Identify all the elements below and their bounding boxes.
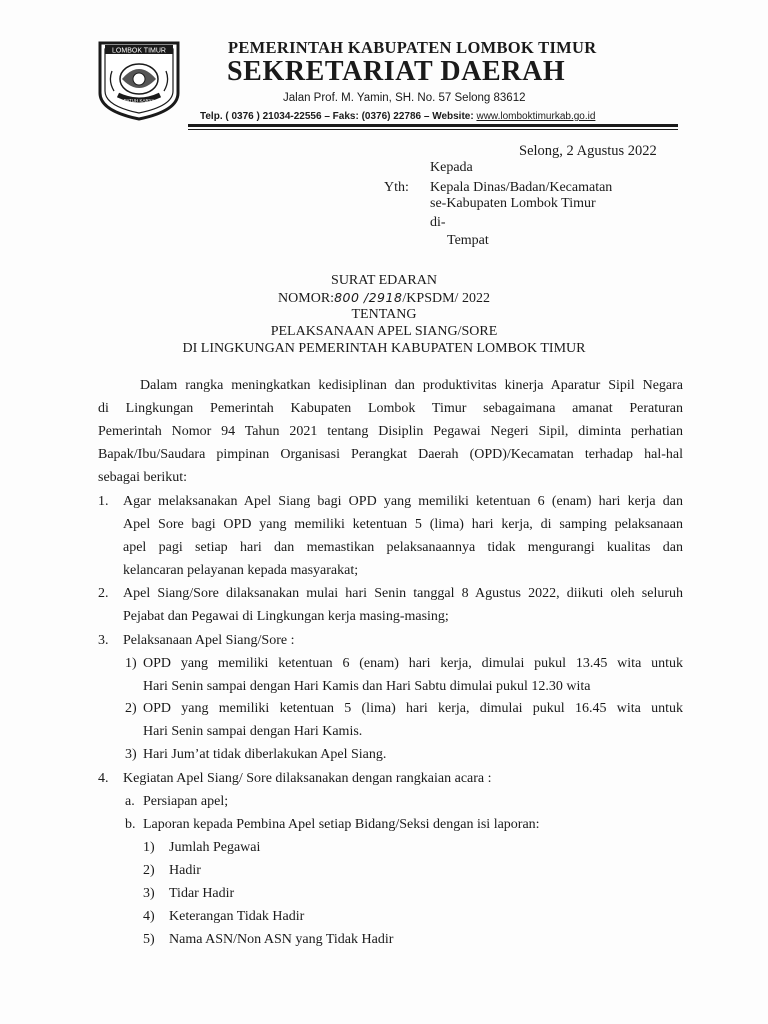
item-number: 1. [98,494,109,509]
item1-line: apel pagi setiap hari dan memastikan pelaksanaannya tidak mengurangi kualitas dan [123,540,683,555]
number-suffix: /KPSDM/ 2022 [402,291,490,306]
emblem-motto: PATUH KARYA [123,98,155,103]
report-number: 2) [143,863,155,878]
letter-subject-line1: PELAKSANAAN APEL SIANG/SORE [270,324,498,339]
item3-sub1-line1: OPD yang memiliki ketentuan 6 (enam) hari kerja, dimulai pukul 13.45 wita untuk [143,656,683,671]
intro-line: sebagai berikut: [98,470,188,485]
item4-b-text: Laporan kepada Pembina Apel setiap Bidang/Seksi dengan isi laporan: [143,817,540,832]
report-item: Keterangan Tidak Hadir [169,909,305,924]
item3-sub1-line2: Hari Senin sampai dengan Hari Kamis dan Hari Sabtu dimulai pukul 12.30 wita [143,679,591,694]
report-item: Nama ASN/Non ASN yang Tidak Hadir [169,932,394,947]
recipient-line2: se-Kabupaten Lombok Timur [430,196,596,211]
intro-line: Pemerintah Nomor 94 Tahun 2021 tentang Disiplin Pegawai Negeri Sipil, diminta perhatian [98,424,683,439]
office-address: Jalan Prof. M. Yamin, SH. No. 57 Selong 83612 [283,92,526,104]
recipient-tempat: Tempat [447,233,489,248]
recipient-kepada: Kepada [430,160,473,175]
sub-number: 1) [125,656,137,671]
letter-about: TENTANG [351,307,417,322]
sub-number: 3) [125,747,137,762]
intro-line: di Lingkungan Pemerintah Kabupaten Lombok Timur sebagaimana amanat Peraturan [98,401,683,416]
item3-sub3-line1: Hari Jum’at tidak diberlakukan Apel Siang. [143,747,387,762]
item2-line: Pejabat dan Pegawai di Lingkungan kerja masing-masing; [123,609,449,624]
letter-subject-line2: DI LINGKUNGAN PEMERINTAH KABUPATEN LOMBOK TIMUR [182,341,586,356]
recipient-di: di- [430,215,446,230]
office-name: SEKRETARIAT DAERAH [227,56,566,87]
item3-sub2-line2: Hari Senin sampai dengan Hari Kamis. [143,724,363,739]
office-contact [200,111,595,122]
number-prefix: NOMOR: [278,291,335,306]
letter-type: SURAT EDARAN [331,273,437,288]
item1-line: kelancaran pelayanan kepada masyarakat; [123,563,359,578]
recipient-line1: Kepala Dinas/Badan/Kecamatan [430,180,613,195]
report-item: Hadir [169,863,201,878]
website-link[interactable]: www.lomboktimurkab.go.id [476,111,596,122]
number-handwritten: 800 /2918 [334,290,403,305]
item1-line: Apel Sore bagi OPD yang memiliki ketentuan 5 (lima) hari kerja, di samping pelaksanaan [123,517,683,532]
item-number: 3. [98,633,109,648]
sub-letter: b. [125,817,136,832]
contact-phone-fax: Telp. ( 0376 ) 21034-22556 – Faks: (0376) 22786 – Website: [200,111,477,122]
report-item: Tidar Hadir [169,886,235,901]
government-name: PEMERINTAH KABUPATEN LOMBOK TIMUR [228,38,597,57]
report-number: 5) [143,932,155,947]
report-number: 3) [143,886,155,901]
item4-a-text: Persiapan apel; [143,794,229,809]
item3-sub2-line1: OPD yang memiliki ketentuan 5 (lima) hari kerja, dimulai pukul 16.45 wita untuk [143,701,683,716]
intro-line: Dalam rangka meningkatkan kedisiplinan dan produktivitas kinerja Aparatur Sipil Negara [140,378,683,393]
sub-number: 2) [125,701,137,716]
date-place: Selong, 2 Agustus 2022 [519,143,657,159]
item2-line: Apel Siang/Sore dilaksanakan mulai hari Senin tanggal 8 Agustus 2022, diikuti oleh seluruh [123,586,683,601]
sub-letter: a. [125,794,135,809]
letterhead-rule-thick [188,124,678,127]
emblem-label: LOMBOK TIMUR [112,47,166,55]
letter-number [0,290,768,307]
item3-title: Pelaksanaan Apel Siang/Sore : [123,633,295,648]
item1-line: Agar melaksanakan Apel Siang bagi OPD yang memiliki ketentuan 6 (enam) hari kerja dan [123,494,683,509]
item4-title: Kegiatan Apel Siang/ Sore dilaksanakan dengan rangkaian acara : [123,771,492,786]
report-number: 4) [143,909,155,924]
intro-line: Bapak/Ibu/Saudara pimpinan Organisasi Perangkat Daerah (OPD)/Kecamatan terhadap hal-hal [98,447,683,462]
lombok-timur-emblem-icon [96,41,182,121]
item-number: 4. [98,771,109,786]
report-number: 1) [143,840,155,855]
report-item: Jumlah Pegawai [169,840,261,855]
recipient-yth: Yth: [384,180,409,195]
letterhead-rule-thin [188,129,678,130]
item-number: 2. [98,586,109,601]
